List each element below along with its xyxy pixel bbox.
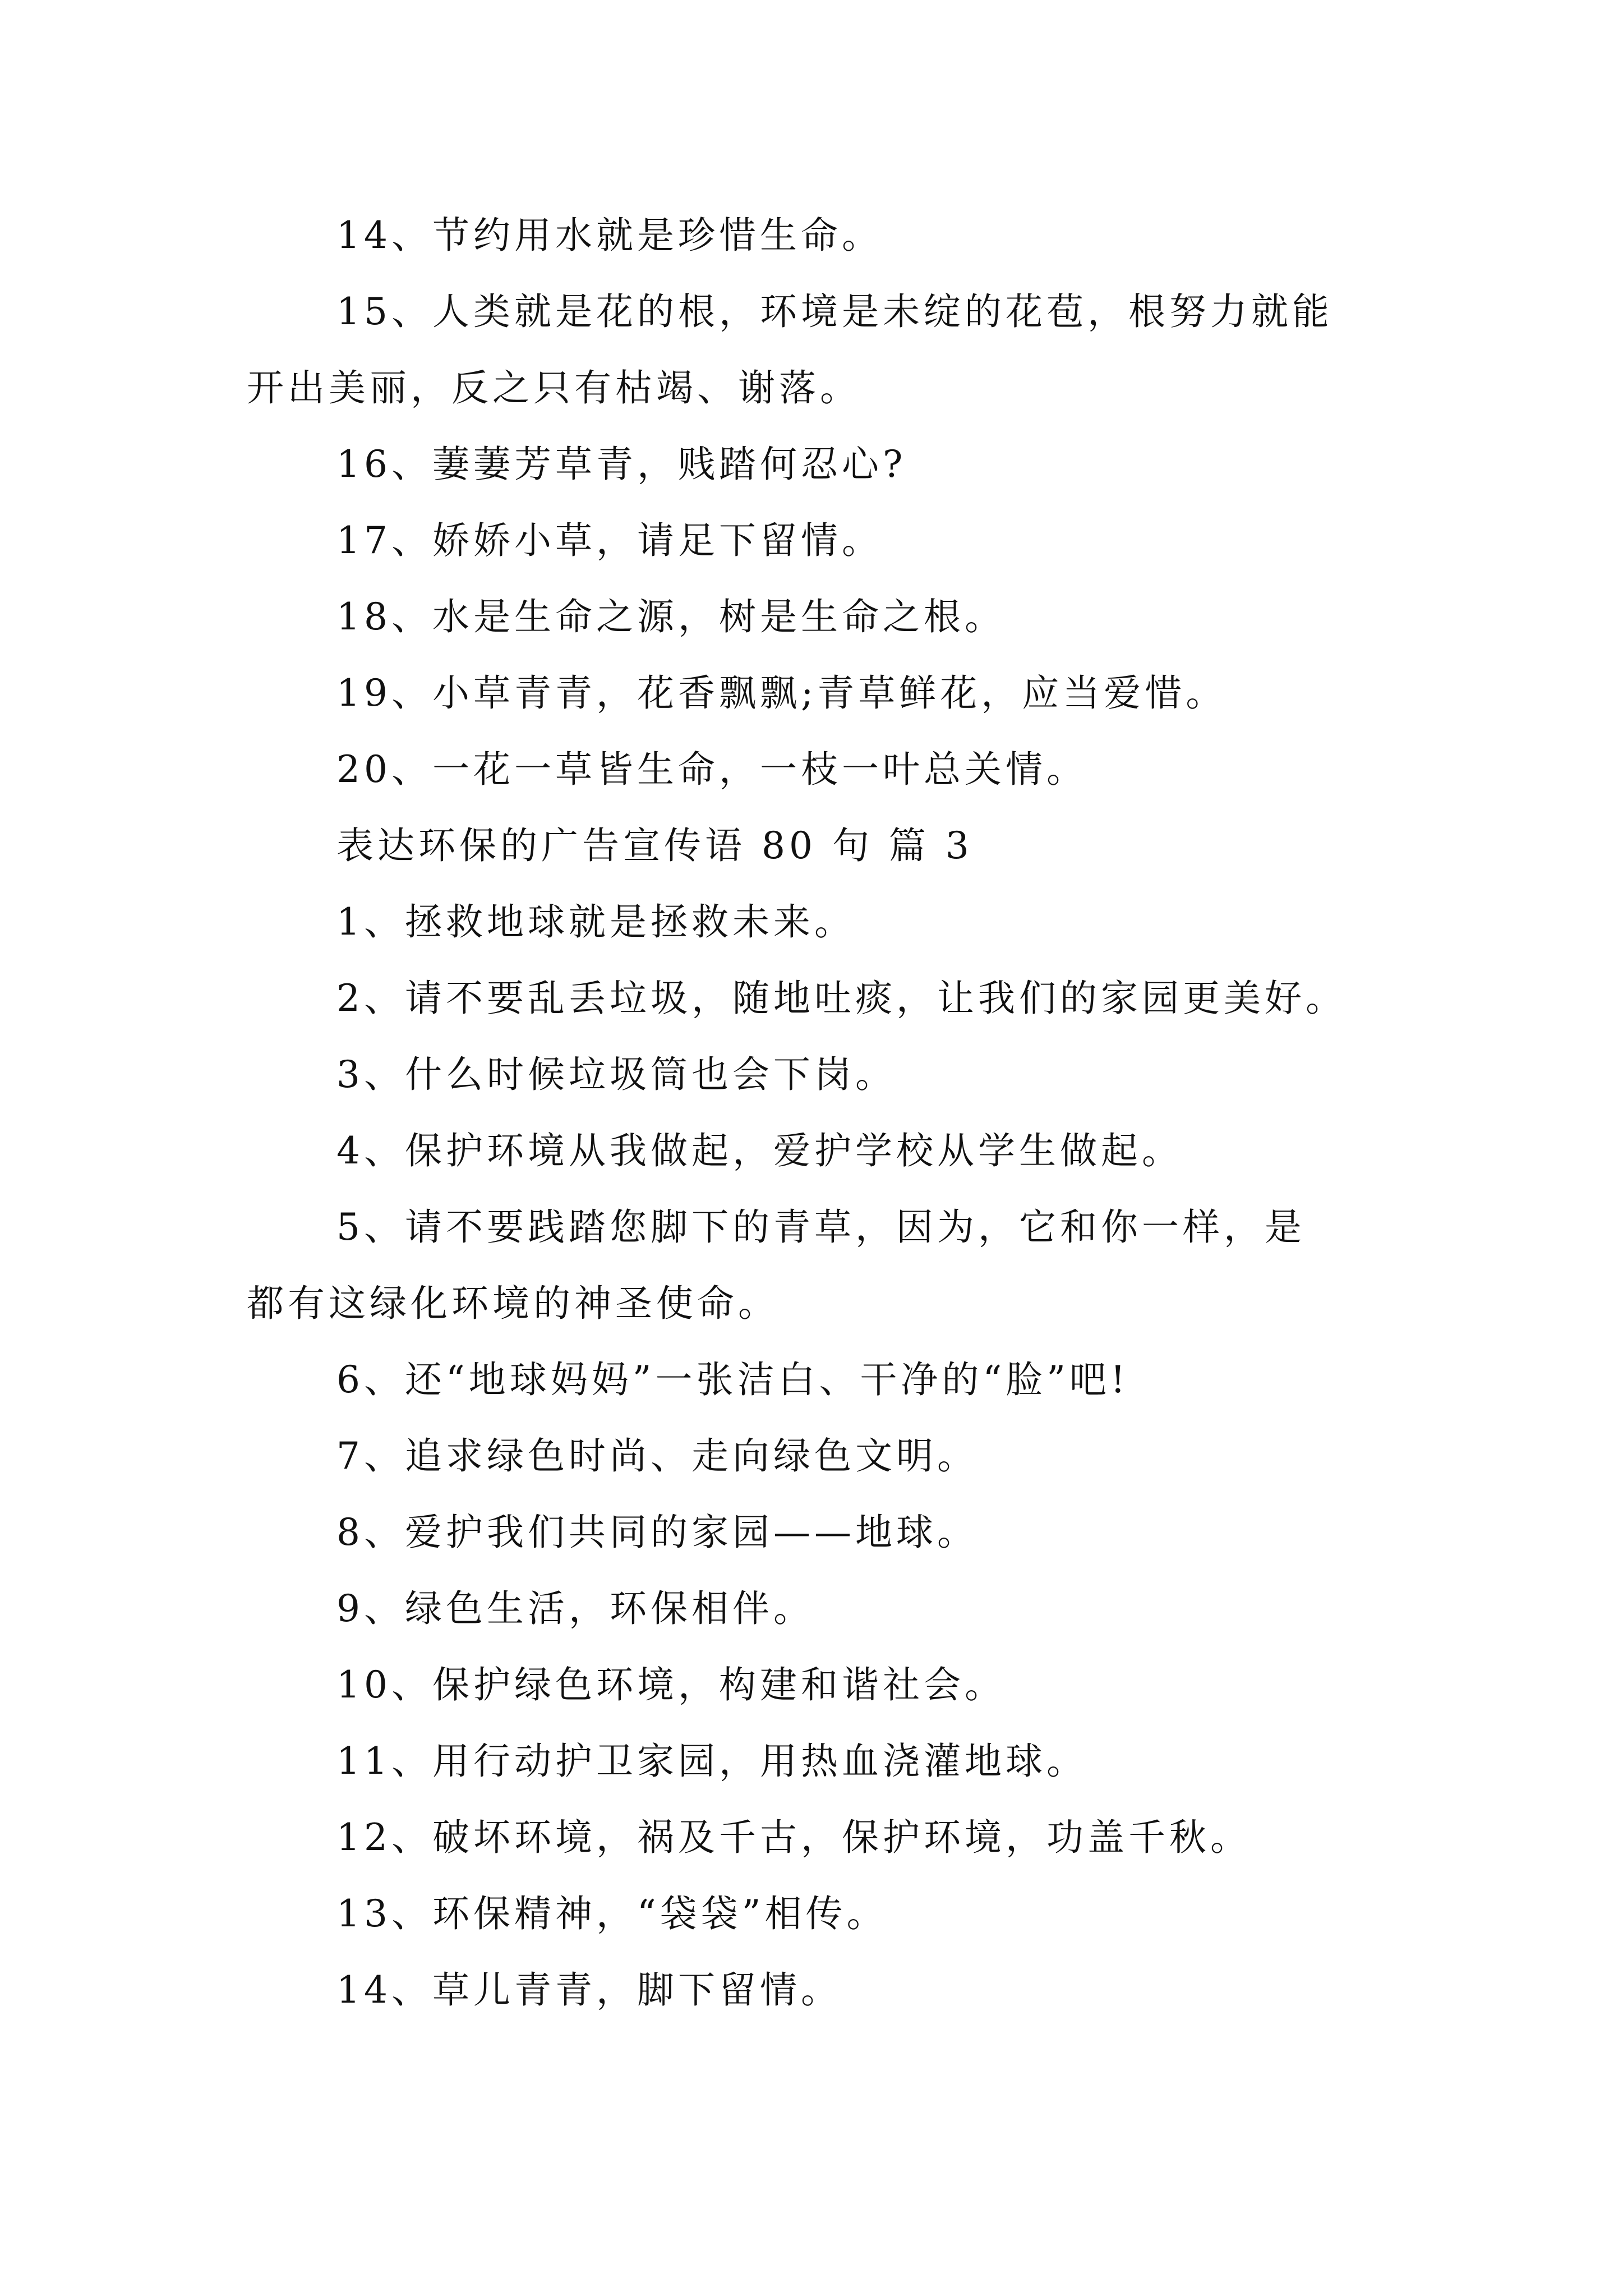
text-line: 9、绿色生活，环保相伴。 (336, 1587, 814, 1630)
text-line: 13、环保精神，“袋袋”相传。 (336, 1892, 888, 1935)
text-line: 1、拯救地球就是拯救未来。 (336, 900, 855, 944)
text-line: 16、萋萋芳草青，贱踏何忍心? (336, 443, 907, 486)
document-body (247, 197, 1402, 2028)
text-line: 20、一花一草皆生命，一枝一叶总关情。 (336, 748, 1087, 791)
text-line: 5、请不要践踏您脚下的青草，因为，它和你一样，是 (336, 1205, 1306, 1249)
text-line: 11、用行动护卫家园，用热血浇灌地球。 (336, 1740, 1087, 1783)
text-line: 8、爱护我们共同的家园——地球。 (336, 1511, 978, 1554)
text-line: 14、节约用水就是珍惜生命。 (336, 214, 883, 257)
text-line: 14、草儿青青，脚下留情。 (336, 1968, 842, 2012)
text-line: 17、娇娇小草，请足下留情。 (336, 519, 883, 562)
text-line: 4、保护环境从我做起，爱护学校从学生做起。 (336, 1129, 1183, 1172)
text-line: 12、破坏环境，祸及千古，保护环境，功盖千秋。 (336, 1816, 1251, 1859)
text-line: 6、还“地球妈妈”一张洁白、干净的“脸”吧! (336, 1358, 1129, 1401)
section-heading: 表达环保的广告宣传语 80 句 篇 3 (336, 824, 973, 867)
text-line: 7、追求绿色时尚、走向绿色文明。 (336, 1434, 978, 1478)
text-line: 10、保护绿色环境，构建和谐社会。 (336, 1663, 1006, 1706)
text-line: 3、什么时候垃圾筒也会下岗。 (336, 1053, 896, 1096)
text-line-continuation: 开出美丽，反之只有枯竭、谢落。 (247, 366, 861, 409)
text-line-continuation: 都有这绿化环境的神圣使命。 (247, 1282, 779, 1325)
text-line: 18、水是生命之源，树是生命之根。 (336, 595, 1006, 638)
text-line: 19、小草青青，花香飘飘;青草鲜花，应当爱惜。 (336, 671, 1227, 715)
text-line: 15、人类就是花的根，环境是未绽的花苞，根努力就能 (336, 290, 1333, 333)
text-line: 2、请不要乱丢垃圾，随地吐痰，让我们的家园更美好。 (336, 977, 1347, 1020)
